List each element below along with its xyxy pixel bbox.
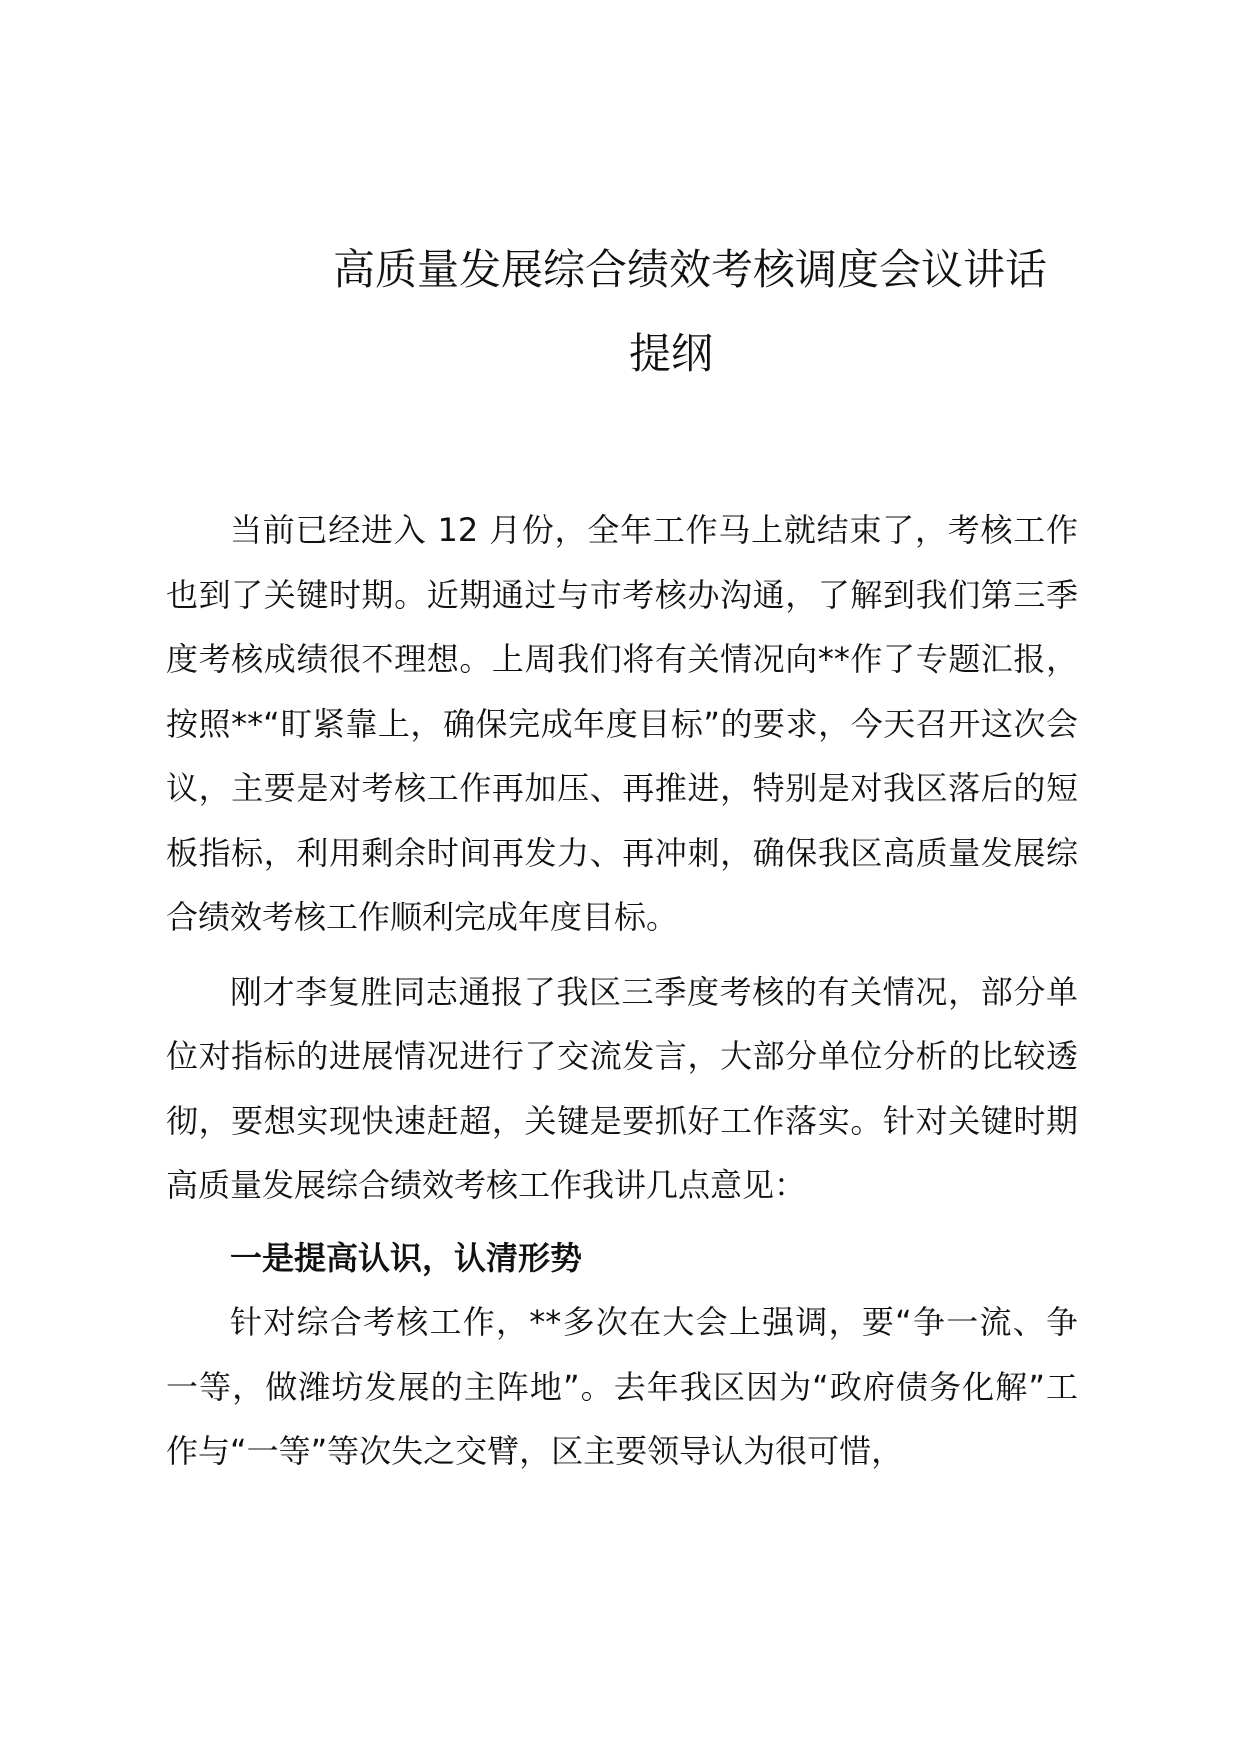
document-body xyxy=(166,498,1078,1484)
document-title-continued: 提纲 xyxy=(628,329,713,378)
paragraph-intro: 当前已经进入 12 月份，全年工作马上就结束了，考核工作也到了关键时期。近期通过与市考核办沟通，了解到我们第三季度考核成绩很不理想。上周我们将有关情况向**作了专题汇报，按照**“盯紧靠上，确保完成年度目标”的要求，今天召开这次会议，主要是对考核工作再加压、再推进，特别是对我区落后的短板指标，利用剩余时间再发力、再冲刺，确保我区高质量发展综合绩效考核工作顺利完成年度目标。 xyxy=(166,511,1078,936)
section-heading: 一是提高认识，认清形势 xyxy=(230,1238,583,1277)
document-title: 高质量发展综合绩效考核调度会议讲话 xyxy=(332,245,1047,294)
paragraph-section-1: 针对综合考核工作，**多次在大会上强调，要“争一流、争一等，做潍坊发展的主阵地”。去年我区因为“政府债务化解”工作与“一等”等次失之交臂，区主要领导认为很可惜， xyxy=(166,1303,1078,1470)
paragraph-summary: 刚才李复胜同志通报了我区三季度考核的有关情况，部分单位对指标的进展情况进行了交流发言，大部分单位分析的比较透彻，要想实现快速赶超，关键是要抓好工作落实。针对关键时期高质量发展综合绩效考核工作我讲几点意见： xyxy=(166,972,1078,1204)
